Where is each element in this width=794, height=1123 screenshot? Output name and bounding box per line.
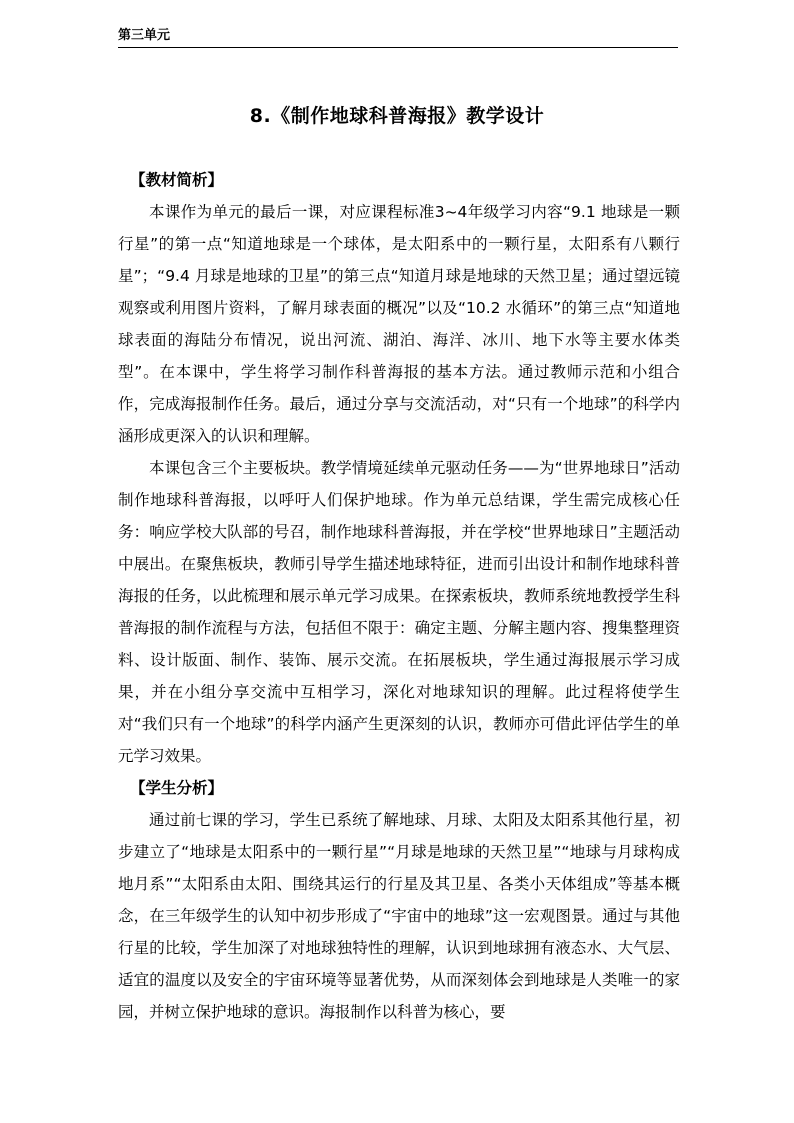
section-heading-textbook: 【教材简析】	[130, 171, 224, 189]
document-title: 8.《制作地球科普海报》教学设计	[249, 105, 545, 127]
paragraph-students-1: 通过前七课的学习，学生已系统了解地球、月球、太阳及太阳系其他行星，初步建立了“地球是太阳系中的一颗行星”“月球是地球的天然卫星”“地球与月球构成地月系”“太阳系由太阳、围绕其运行的行星及其卫星、各类小天体组成”等基本概念，在三年级学生的认知中初步形成了“宇宙中的地球”这一宏观图景。通过与其他行星的比较，学生加深了对地球独特性的理解，认识到地球拥有液态水、大气层、适宜的温度以及安全的宇宙环境等显著优势，从而深刻体会到地球是人类唯一的家园，并树立保护地球的意识。海报制作以科普为核心，要	[118, 811, 680, 1021]
section-heading-students: 【学生分析】	[130, 779, 224, 797]
running-header: 第三单元	[118, 28, 171, 43]
paragraph-textbook-2: 本课包含三个主要板块。教学情境延续单元驱动任务——为“世界地球日”活动制作地球科普海报，以呼吁人们保护地球。作为单元总结课，学生需完成核心任务：响应学校大队部的号召，制作地球科普海报，并在学校“世界地球日”主题活动中展出。在聚焦板块，教师引导学生描述地球特征，进而引出设计和制作地球科普海报的任务，以此梳理和展示单元学习成果。在探索板块，教师系统地教授学生科普海报的制作流程与方法，包括但不限于：确定主题、分解主题内容、搜集整理资料、设计版面、制作、装饰、展示交流。在拓展板块，学生通过海报展示学习成果，并在小组分享交流中互相学习，深化对地球知识的理解。此过程将使学生对“我们只有一个地球”的科学内涵产生更深刻的认识，教师亦可借此评估学生的单元学习效果。	[118, 459, 680, 765]
paragraph-textbook-1: 本课作为单元的最后一课，对应课程标准3~4年级学习内容“9.1 地球是一颗行星”的第一点“知道地球是一个球体，是太阳系中的一颗行星，太阳系有八颗行星”；“9.4 月球是地球的卫星”的第三点“知道月球是地球的天然卫星；通过望远镜观察或利用图片资料，了解月球表面的概况”以及“10.2 水循环”的第三点“知道地球表面的海陆分布情况，说出河流、湖泊、海洋、冰川、地下水等主要水体类型”。在本课中，学生将学习制作科普海报的基本方法。通过教师示范和小组合作，完成海报制作任务。最后，通过分享与交流活动，对“只有一个地球”的科学内涵形成更深入的认识和理解。	[118, 203, 680, 445]
header-rule	[118, 47, 678, 48]
document-body	[118, 164, 680, 1028]
